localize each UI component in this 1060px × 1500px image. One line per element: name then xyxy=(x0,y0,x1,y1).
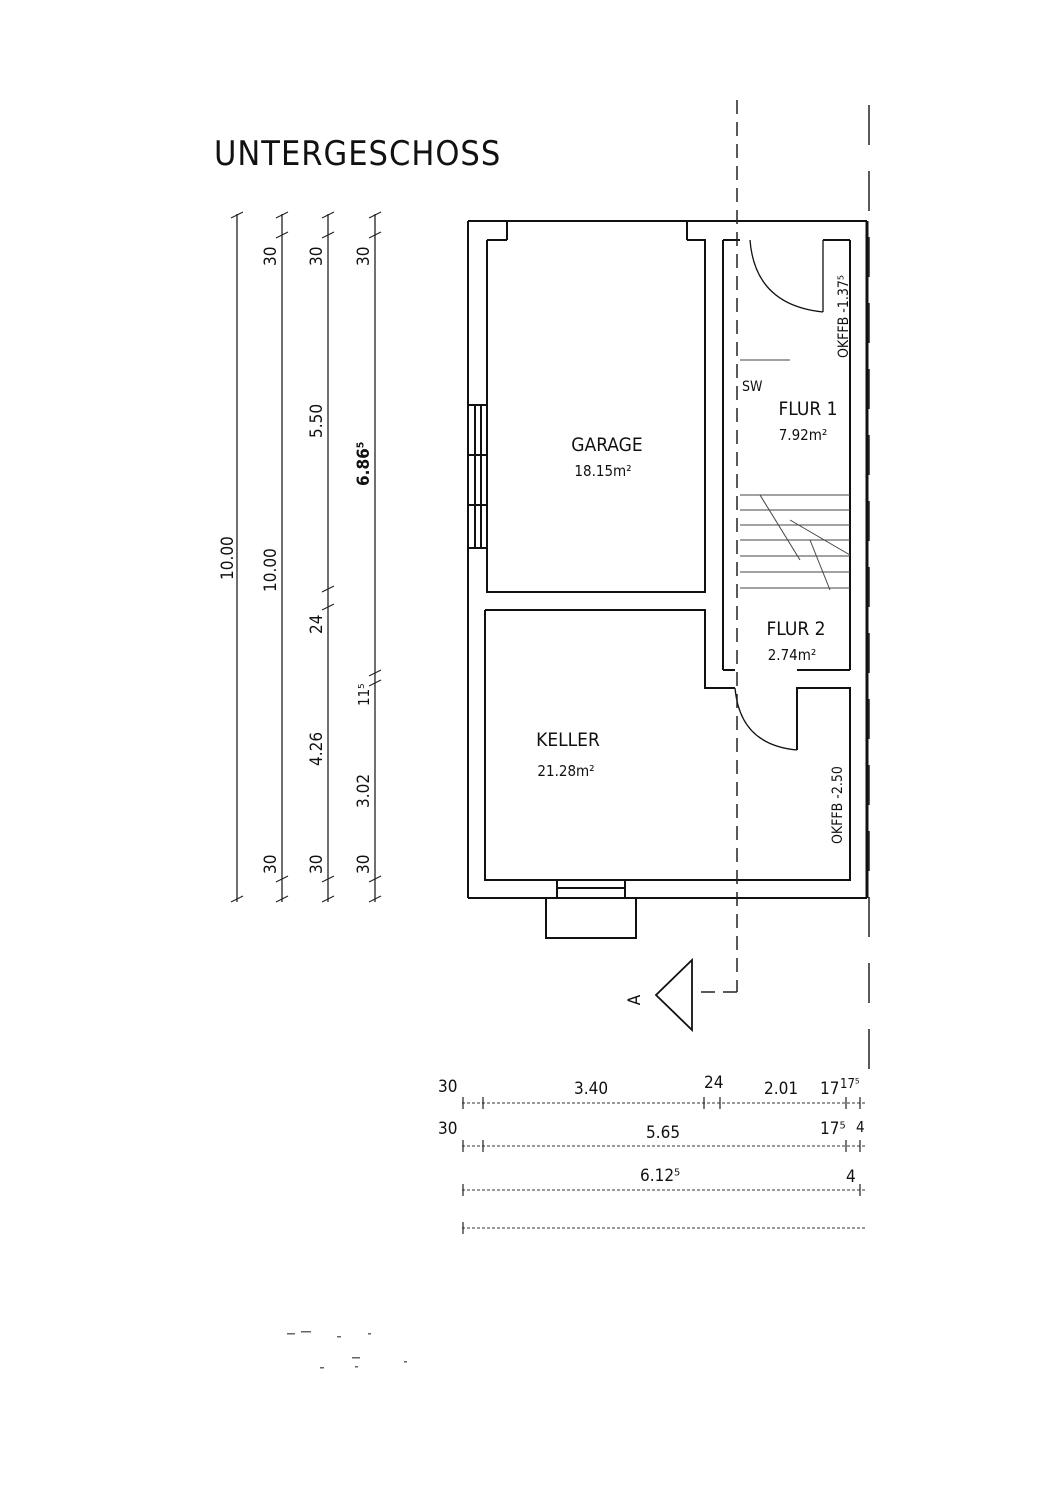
level-top: OKFFB -1.37⁵ xyxy=(836,275,852,358)
dim-h2-right-a: 17⁵ xyxy=(820,1119,846,1139)
dim-v4-upper: 6.86⁵ xyxy=(354,441,374,486)
dim-v3-bottom: 30 xyxy=(307,854,327,874)
section-marker xyxy=(625,960,692,1030)
dim-v2-top: 30 xyxy=(261,246,281,266)
dim-v1-total: 10.00 xyxy=(218,536,238,580)
garage-name: GARAGE xyxy=(571,434,643,456)
sw-label: SW xyxy=(742,379,763,395)
dim-v4-bottom: 30 xyxy=(354,854,374,874)
dim-v3-wall: 24 xyxy=(307,614,327,634)
dim-v4-lower: 3.02 xyxy=(354,773,374,808)
vertical-dimension-labels xyxy=(218,247,374,874)
flur2-area: 2.74m² xyxy=(767,646,817,664)
dim-v3-keller: 4.26 xyxy=(307,731,327,766)
keller-area: 21.28m² xyxy=(537,762,595,780)
keller-name: KELLER xyxy=(536,729,600,751)
dim-h1-wall-left: 30 xyxy=(438,1077,458,1097)
dim-v4-top: 30 xyxy=(354,246,374,266)
dim-h2-inner: 5.65 xyxy=(646,1123,681,1143)
dim-h2-wall-left: 30 xyxy=(438,1119,458,1139)
dim-h3-right: 4 xyxy=(846,1167,856,1187)
flur1-area: 7.92m² xyxy=(778,426,828,444)
room-labels xyxy=(536,275,852,844)
dim-v4-step: 11⁵ xyxy=(355,683,373,706)
dim-v2-total: 10.00 xyxy=(261,548,281,592)
dim-h2-right-b: 4 xyxy=(856,1118,865,1136)
dim-h3-total: 6.12⁵ xyxy=(640,1166,681,1186)
garage-area: 18.15m² xyxy=(574,462,632,480)
dim-h1-inner-wall: 24 xyxy=(704,1073,724,1093)
dim-h1-right-a: 17 xyxy=(820,1079,840,1099)
flur1-name: FLUR 1 xyxy=(778,398,838,420)
dim-v3-top: 30 xyxy=(307,246,327,266)
scan-specks xyxy=(287,1331,407,1369)
dim-h1-flur: 2.01 xyxy=(764,1079,799,1099)
section-marker-label: A xyxy=(625,994,645,1006)
dim-v2-bottom: 30 xyxy=(261,854,281,874)
flur2-name: FLUR 2 xyxy=(766,618,826,640)
plan-title: UNTERGESCHOSS xyxy=(214,134,502,174)
building-walls xyxy=(468,221,867,938)
level-bottom: OKFFB -2.50 xyxy=(830,766,846,844)
dim-h1-right-b: 17⁵ xyxy=(840,1077,860,1092)
horizontal-dimension-labels xyxy=(438,1073,865,1187)
dim-h1-garage: 3.40 xyxy=(574,1079,609,1099)
dim-v3-garage: 5.50 xyxy=(307,403,327,438)
